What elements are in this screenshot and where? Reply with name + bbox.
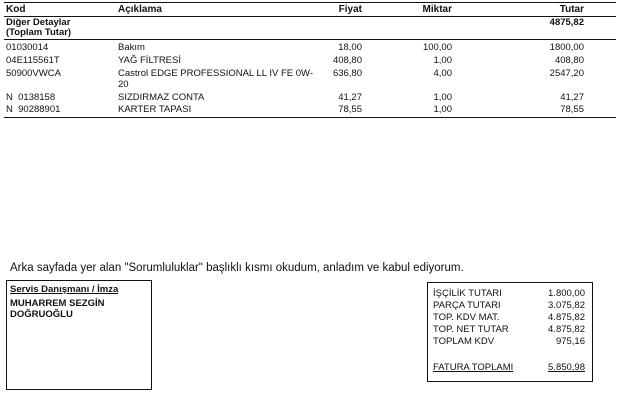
row-fiyat: 636,80	[332, 68, 362, 79]
row-miktar: 100,00	[422, 42, 452, 53]
totals-label-parts: PARÇA TUTARI	[433, 300, 501, 311]
group-label-line1: Diğer Detaylar	[6, 17, 71, 28]
totals-label-net: TOP. NET TUTAR	[433, 324, 509, 335]
totals-value-parts: 3.075,82	[548, 300, 585, 311]
row-aciklama-cont: 20	[118, 79, 129, 90]
totals-value-labor: 1.800,00	[548, 288, 585, 299]
header-top-rule	[4, 2, 616, 3]
signature-box	[6, 280, 152, 390]
totals-label-vat-base: TOP. KDV MAT.	[433, 312, 500, 323]
row-kod: N 0138158	[6, 92, 56, 103]
row-aciklama: SIZDIRMAZ CONTA	[118, 92, 205, 103]
row-tutar: 1800,00	[549, 42, 584, 53]
row-miktar: 1,00	[433, 55, 452, 66]
row-tutar: 2547,20	[549, 68, 584, 79]
row-aciklama: Bakım	[118, 42, 145, 53]
col-header-fiyat: Fiyat	[338, 4, 362, 15]
row-fiyat: 41,27	[338, 92, 362, 103]
advisor-name-line2: DOĞRUOĞLU	[10, 309, 73, 320]
group-rule	[4, 39, 616, 40]
row-fiyat: 408,80	[332, 55, 362, 66]
totals-value-net: 4.875,82	[548, 324, 585, 335]
grand-total-value: 5.850,98	[548, 362, 585, 373]
col-header-miktar: Miktar	[422, 4, 452, 15]
totals-value-vat: 975,16	[555, 336, 585, 347]
row-tutar: 78,55	[560, 104, 584, 115]
row-kod: N 90288901	[6, 104, 61, 115]
row-kod: 01030014	[6, 42, 49, 53]
row-kod: 04E115561T	[6, 55, 60, 66]
row-aciklama: YAĞ FİLTRESİ	[118, 55, 181, 66]
grand-total-label: FATURA TOPLAMI	[433, 362, 514, 373]
row-tutar: 408,80	[554, 55, 584, 66]
row-fiyat: 78,55	[338, 104, 362, 115]
acknowledgement-text: Arka sayfada yer alan "Sorumluluklar" başlıklı kısmı okudum, anladım ve kabul ediyorum.	[10, 262, 464, 274]
row-fiyat: 18,00	[338, 42, 362, 53]
col-header-kod: Kod	[6, 4, 26, 15]
row-miktar: 1,00	[433, 92, 452, 103]
row-tutar: 41,27	[560, 92, 584, 103]
totals-label-vat: TOPLAM KDV	[433, 336, 495, 347]
totals-value-vat-base: 4.875,82	[548, 312, 585, 323]
row-miktar: 1,00	[433, 104, 452, 115]
row-aciklama: KARTER TAPASI	[118, 104, 192, 115]
group-label-line2: (Toplam Tutar)	[6, 27, 72, 38]
advisor-name-line1: MUHARREM SEZGİN	[10, 298, 105, 309]
group-total: 4875,82	[549, 17, 584, 28]
signature-title: Servis Danışmanı / İmza	[10, 284, 119, 295]
row-aciklama: Castrol EDGE PROFESSIONAL LL IV FE 0W-	[118, 68, 313, 79]
row-miktar: 4,00	[433, 68, 452, 79]
col-header-tutar: Tutar	[559, 4, 584, 15]
totals-box	[427, 282, 593, 382]
row-kod: 50900VWCA	[6, 68, 61, 79]
totals-label-labor: İŞÇİLİK TUTARI	[433, 288, 502, 299]
table-bottom-rule	[4, 117, 616, 118]
col-header-aciklama: Açıklama	[118, 4, 162, 15]
